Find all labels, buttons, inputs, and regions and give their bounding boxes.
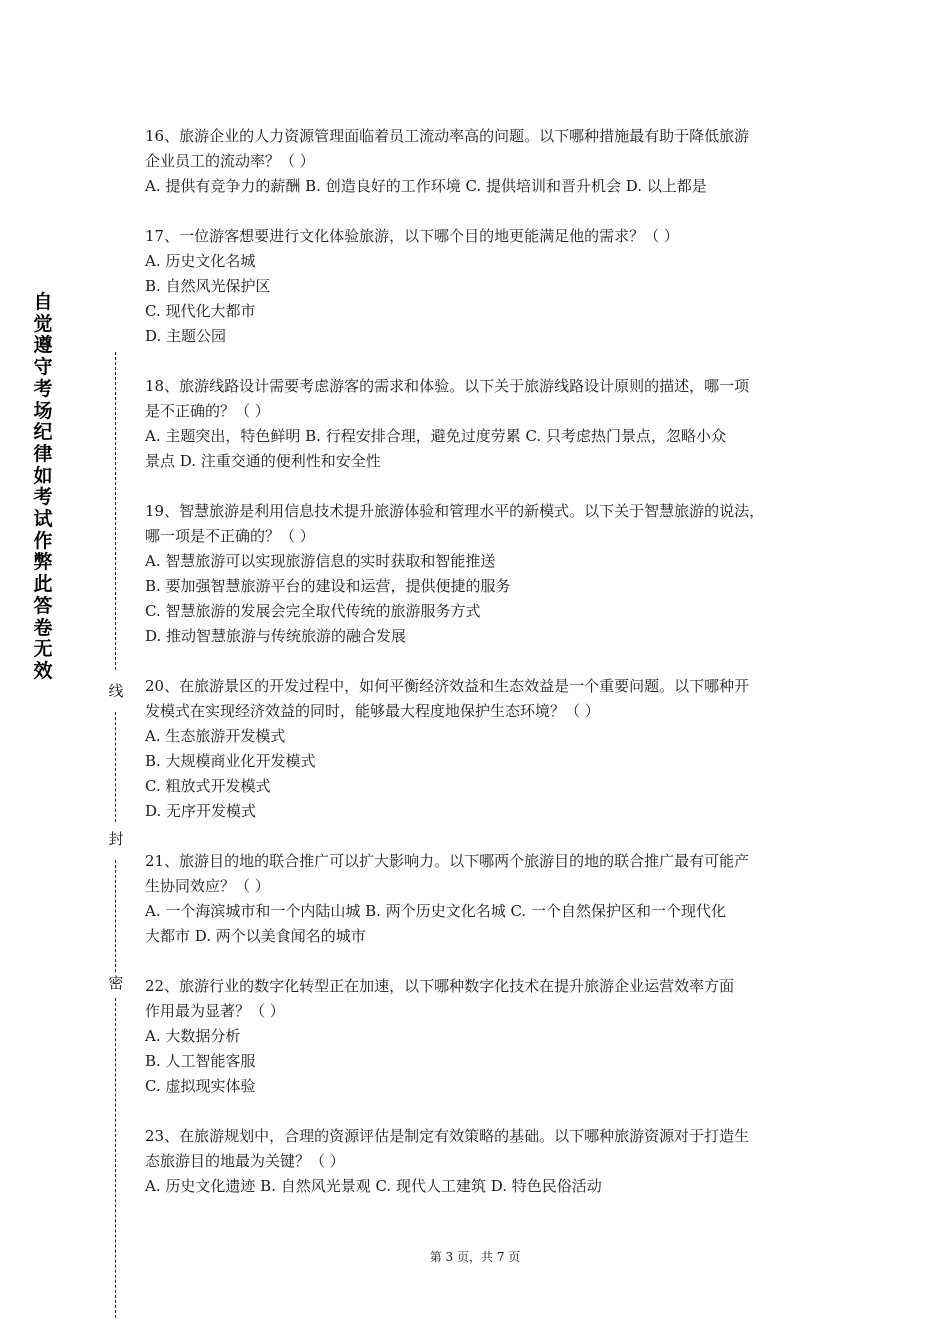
answer-option-line: 大都市 D. 两个以美食闻名的城市 <box>145 927 366 945</box>
question-item <box>145 849 817 949</box>
answer-option-line: A. 历史文化遗迹 B. 自然风光景观 C. 现代人工建筑 D. 特色民俗活动 <box>145 1177 602 1195</box>
answer-option-line: C. 虚拟现实体验 <box>145 1077 256 1095</box>
answer-option-line: 景点 D. 注重交通的便利性和安全性 <box>145 452 381 470</box>
answer-option-line: B. 自然风光保护区 <box>145 277 271 295</box>
question-item <box>145 674 817 824</box>
answer-option-line: A. 智慧旅游可以实现旅游信息的实时获取和智能推送 <box>145 552 496 570</box>
question-stem-line: 16、旅游企业的人力资源管理面临着员工流动率高的问题。以下哪种措施最有助于降低旅游 <box>145 127 750 145</box>
question-stem-line: 态旅游目的地最为关键？（ ） <box>145 1152 345 1170</box>
answer-option-line: A. 一个海滨城市和一个内陆山城 B. 两个历史文化名城 C. 一个自然保护区和一个现代化 <box>145 902 726 920</box>
question-list <box>145 124 817 1224</box>
question-item <box>145 974 817 1099</box>
question-stem-line: 23、在旅游规划中，合理的资源评估是制定有效策略的基础。以下哪种旅游资源对于打造生 <box>145 1127 750 1145</box>
answer-option-line: A. 大数据分析 <box>145 1027 241 1045</box>
question-stem-line: 生协同效应？（ ） <box>145 877 270 895</box>
question-stem-line: 发模式在实现经济效益的同时，能够最大程度地保护生态环境？（ ） <box>145 702 600 720</box>
answer-option-line: A. 提供有竞争力的薪酬 B. 创造良好的工作环境 C. 提供培训和晋升机会 D. 以上都是 <box>145 177 707 195</box>
question-item <box>145 499 817 649</box>
question-stem-line: 企业员工的流动率？（ ） <box>145 152 315 170</box>
binding-label-xian: 线 <box>104 682 128 700</box>
page-footer: 第 3 页，共 7 页 <box>429 1250 521 1264</box>
answer-option-line: B. 要加强智慧旅游平台的建设和运营，提供便捷的服务 <box>145 577 511 595</box>
answer-option-line: C. 智慧旅游的发展会完全取代传统的旅游服务方式 <box>145 602 481 620</box>
question-stem-line: 哪一项是不正确的？（ ） <box>145 527 315 545</box>
dashed-segment <box>115 860 116 972</box>
question-stem-line: 18、旅游线路设计需要考虑游客的需求和体验。以下关于旅游线路设计原则的描述，哪一项 <box>145 377 750 395</box>
binding-label-mi: 密 <box>104 974 128 992</box>
answer-option-line: A. 主题突出，特色鲜明 B. 行程安排合理，避免过度劳累 C. 只考虑热门景点，忽略小众 <box>145 427 726 445</box>
binding-cut-line <box>104 352 128 1318</box>
answer-option-line: C. 粗放式开发模式 <box>145 777 271 795</box>
question-stem-line: 作用最为显著？（ ） <box>145 1002 285 1020</box>
question-item <box>145 224 817 349</box>
question-item <box>145 1124 817 1199</box>
question-item <box>145 124 817 199</box>
question-stem-line: 21、旅游目的地的联合推广可以扩大影响力。以下哪两个旅游目的地的联合推广最有可能产 <box>145 852 750 870</box>
answer-option-line: D. 推动智慧旅游与传统旅游的融合发展 <box>145 627 407 645</box>
question-stem-line: 22、旅游行业的数字化转型正在加速，以下哪种数字化技术在提升旅游企业运营效率方面 <box>145 977 735 995</box>
exam-discipline-notice: 自觉遵守考场纪律如考试作弊此答卷无效 <box>33 291 53 682</box>
binding-label-feng: 封 <box>104 830 128 848</box>
dashed-segment <box>115 712 116 822</box>
answer-option-line: D. 主题公园 <box>145 327 227 345</box>
answer-option-line: A. 生态旅游开发模式 <box>145 727 286 745</box>
question-item <box>145 374 817 474</box>
answer-option-line: A. 历史文化名城 <box>145 252 256 270</box>
dashed-segment <box>115 998 116 1318</box>
answer-option-line: B. 人工智能客服 <box>145 1052 256 1070</box>
dashed-segment <box>115 352 116 670</box>
question-stem-line: 是不正确的？（ ） <box>145 402 270 420</box>
question-stem-line: 19、智慧旅游是利用信息技术提升旅游体验和管理水平的新模式。以下关于智慧旅游的说法， <box>145 502 765 520</box>
answer-option-line: B. 大规模商业化开发模式 <box>145 752 316 770</box>
question-stem-line: 20、在旅游景区的开发过程中，如何平衡经济效益和生态效益是一个重要问题。以下哪种开 <box>145 677 750 695</box>
answer-option-line: C. 现代化大都市 <box>145 302 256 320</box>
question-stem-line: 17、一位游客想要进行文化体验旅游，以下哪个目的地更能满足他的需求？（ ） <box>145 227 679 245</box>
answer-option-line: D. 无序开发模式 <box>145 802 257 820</box>
